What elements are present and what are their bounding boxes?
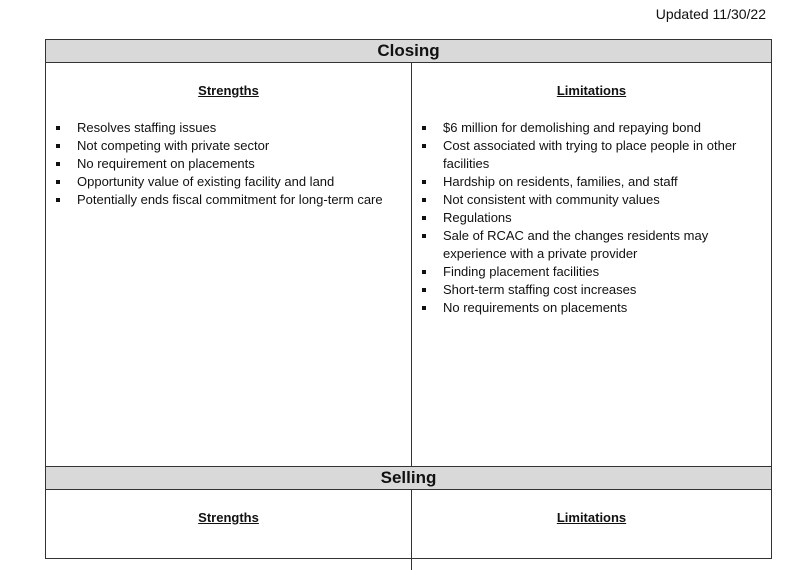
list-item: $6 million for demolishing and repaying bond	[412, 119, 771, 137]
selling-limitations-cell	[412, 490, 771, 570]
selling-limitations-heading: Limitations	[556, 510, 627, 525]
list-item: No requirements on placements	[412, 299, 771, 317]
closing-title: Closing	[46, 40, 771, 63]
updated-date: Updated 11/30/22	[655, 6, 766, 22]
selling-title: Selling	[46, 466, 771, 490]
list-item: Short-term staffing cost increases	[412, 281, 771, 299]
list-item: No requirement on placements	[46, 155, 411, 173]
selling-strengths-cell	[46, 490, 412, 570]
closing-limitations-cell	[412, 63, 771, 466]
list-item: Hardship on residents, families, and staff	[412, 173, 771, 191]
closing-strengths-cell	[46, 63, 412, 466]
closing-limitations-heading: Limitations	[556, 83, 627, 98]
closing-strengths-heading: Strengths	[198, 83, 259, 98]
list-item: Finding placement facilities	[412, 263, 771, 281]
selling-strengths-heading: Strengths	[198, 510, 259, 525]
list-item: Sale of RCAC and the changes residents may experience with a private provider	[412, 227, 771, 263]
list-item: Opportunity value of existing facility and land	[46, 173, 411, 191]
list-item: Regulations	[412, 209, 771, 227]
list-item: Cost associated with trying to place people in other facilities	[412, 137, 771, 173]
comparison-table	[45, 39, 772, 559]
closing-strengths-list	[46, 119, 411, 209]
list-item: Not competing with private sector	[46, 137, 411, 155]
list-item: Not consistent with community values	[412, 191, 771, 209]
list-item: Resolves staffing issues	[46, 119, 411, 137]
closing-limitations-list	[412, 119, 771, 317]
list-item: Potentially ends fiscal commitment for long-term care	[46, 191, 411, 209]
